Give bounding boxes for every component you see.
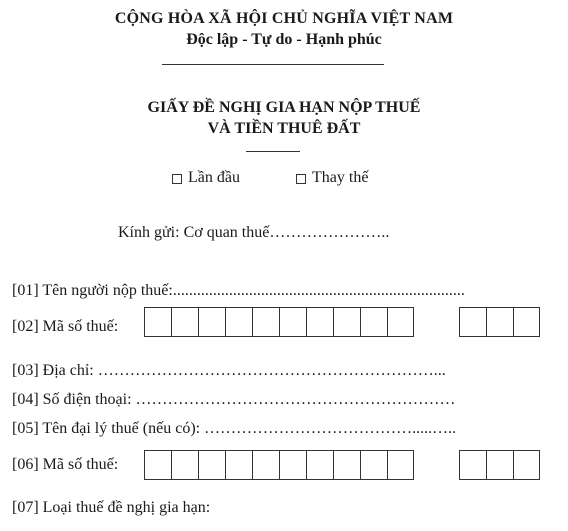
tax-code-digit-box[interactable] <box>387 307 414 337</box>
tax-code-digit-box[interactable] <box>144 450 171 480</box>
tax-code-digit-box[interactable] <box>459 450 486 480</box>
checkbox-replace[interactable] <box>296 174 306 184</box>
form-title-line-2: VÀ TIỀN THUÊ ĐẤT <box>207 120 361 137</box>
tax-code-boxes-main[interactable] <box>144 307 414 337</box>
tax-code-digit-box[interactable] <box>252 307 279 337</box>
tax-code-digit-box[interactable] <box>306 450 333 480</box>
national-motto: Độc lập - Tự do - Hạnh phúc <box>186 31 382 48</box>
option-replace[interactable] <box>296 169 368 187</box>
tax-code-digit-box[interactable] <box>306 307 333 337</box>
option-first-time[interactable] <box>172 169 240 187</box>
tax-code-digit-box[interactable] <box>279 307 306 337</box>
agent-tax-code-boxes-main[interactable] <box>144 450 414 480</box>
tax-code-digit-box[interactable] <box>486 450 513 480</box>
field-address[interactable]: [03] Địa chỉ: ………………………………………………………... <box>12 362 446 379</box>
tax-code-digit-box[interactable] <box>144 307 171 337</box>
title-divider <box>246 151 300 152</box>
tax-code-digit-box[interactable] <box>333 307 360 337</box>
field-tax-code-label: [02] Mã số thuế: <box>12 318 119 335</box>
tax-code-digit-box[interactable] <box>198 450 225 480</box>
recipient-line[interactable]: Kính gửi: Cơ quan thuế………………….. <box>118 224 390 241</box>
field-agent-tax-code-label: [06] Mã số thuế: <box>12 456 119 473</box>
tax-code-digit-box[interactable] <box>333 450 360 480</box>
tax-code-digit-box[interactable] <box>171 450 198 480</box>
checkbox-first-time[interactable] <box>172 174 182 184</box>
tax-code-digit-box[interactable] <box>387 450 414 480</box>
field-taxpayer-name[interactable]: [01] Tên người nộp thuế:......................................................................... <box>12 282 465 299</box>
header-divider <box>162 64 384 65</box>
agent-tax-code-boxes-branch[interactable] <box>459 450 540 480</box>
field-tax-agent-name[interactable]: [05] Tên đại lý thuế (nếu có): ………………………………….....….. <box>12 420 457 437</box>
field-tax-type[interactable]: [07] Loại thuế đề nghị gia hạn: <box>12 499 211 516</box>
field-phone[interactable]: [04] Số điện thoại: …………………………………………………… <box>12 391 456 408</box>
tax-code-digit-box[interactable] <box>360 307 387 337</box>
form-title-line-1: GIẤY ĐỀ NGHỊ GIA HẠN NỘP THUẾ <box>147 99 421 116</box>
national-header: CỘNG HÒA XÃ HỘI CHỦ NGHĨA VIỆT NAM <box>114 10 454 27</box>
tax-code-digit-box[interactable] <box>171 307 198 337</box>
tax-code-digit-box[interactable] <box>486 307 513 337</box>
tax-code-digit-box[interactable] <box>225 307 252 337</box>
tax-code-digit-box[interactable] <box>252 450 279 480</box>
tax-code-boxes-branch[interactable] <box>459 307 540 337</box>
tax-code-digit-box[interactable] <box>513 307 540 337</box>
tax-code-digit-box[interactable] <box>198 307 225 337</box>
option-replace-label: Thay thế <box>312 169 369 186</box>
option-first-time-label: Lần đầu <box>188 169 240 186</box>
tax-code-digit-box[interactable] <box>513 450 540 480</box>
tax-code-digit-box[interactable] <box>279 450 306 480</box>
tax-code-digit-box[interactable] <box>360 450 387 480</box>
tax-code-digit-box[interactable] <box>459 307 486 337</box>
tax-code-digit-box[interactable] <box>225 450 252 480</box>
